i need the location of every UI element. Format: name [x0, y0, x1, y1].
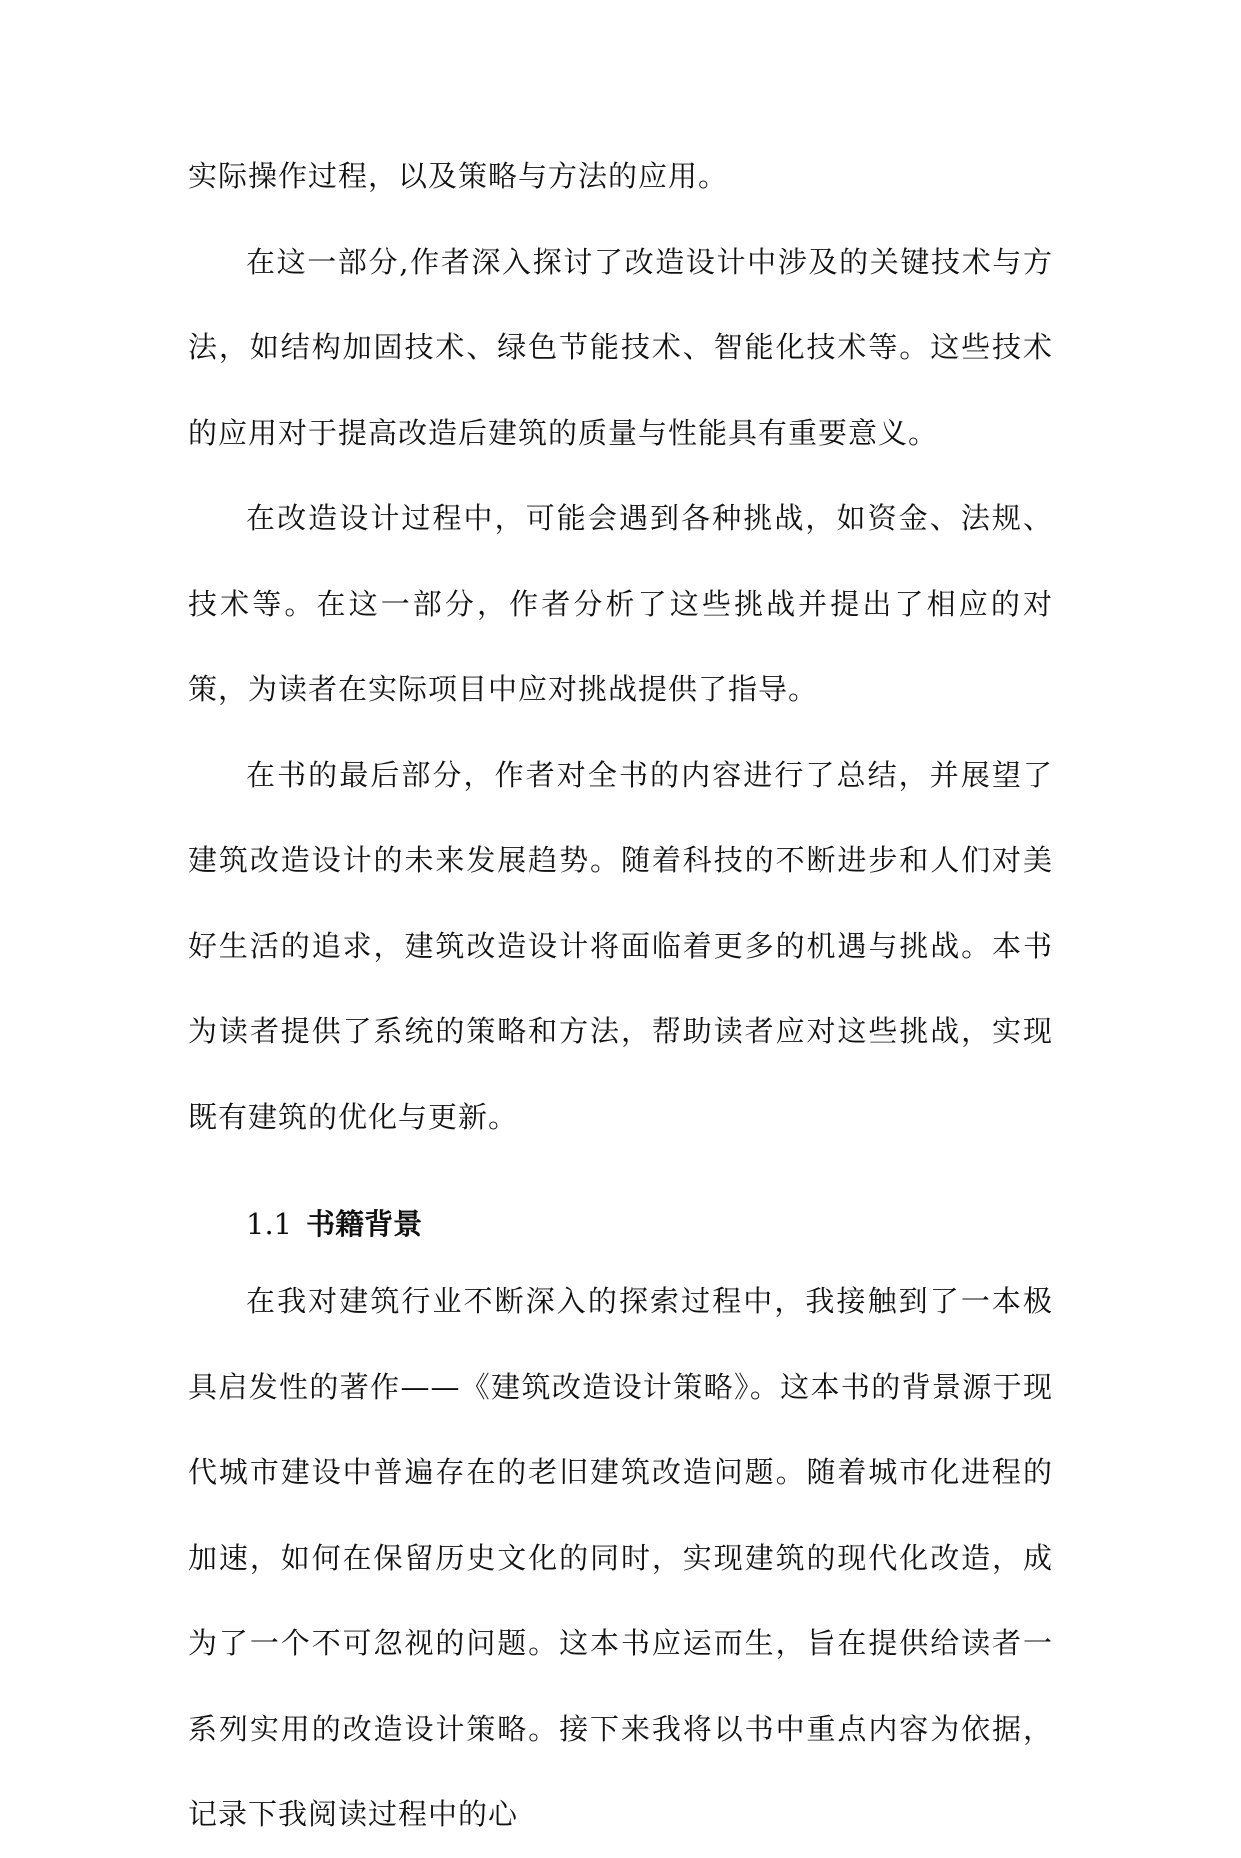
paragraph-continuation: 实际操作过程，以及策略与方法的应用。 — [188, 159, 729, 193]
paragraph-key-technologies: 在这一部分,作者深入探讨了改造设计中涉及的关键技术与方法，如结构加固技术、绿色节能技术、智能化技术等。这些技术的应用对于提高改造后建筑的质量与性能具有重要意义。 — [188, 244, 1053, 450]
section-heading — [188, 1194, 1053, 1254]
paragraph-challenges: 在改造设计过程中，可能会遇到各种挑战，如资金、法规、技术等。在这一部分，作者分析了这些挑战并提出了相应的对策，为读者在实际项目中应对挑战提供了指导。 — [188, 501, 1053, 706]
section-number: 1.1 — [246, 1207, 293, 1241]
paragraph-book-background: 在我对建筑行业不断深入的探索过程中，我接触到了一本极具启发性的著作——《建筑改造设计策略》。这本书的背景源于现代城市建设中普遍存在的老旧建筑改造问题。随着城市化进程的加速，如何在保留历史文化的同时，实现建筑的现代化改造，成为了一个不可忽视的问题。这本书应运而生，旨在提供给读者一系列实用的改造设计策略。接下来我将以书中重点内容为依据，记录下我阅读过程中的心 — [188, 1284, 1053, 1831]
document-body — [188, 150, 1053, 1858]
section-title: 书籍背景 — [306, 1207, 423, 1241]
paragraph-conclusion: 在书的最后部分，作者对全书的内容进行了总结，并展望了建筑改造设计的未来发展趋势。随着科技的不断进步和人们对美好生活的追求，建筑改造设计将面临着更多的机遇与挑战。本书为读者提供了系统的策略和方法，帮助读者应对这些挑战，实现既有建筑的优化与更新。 — [188, 757, 1053, 1134]
